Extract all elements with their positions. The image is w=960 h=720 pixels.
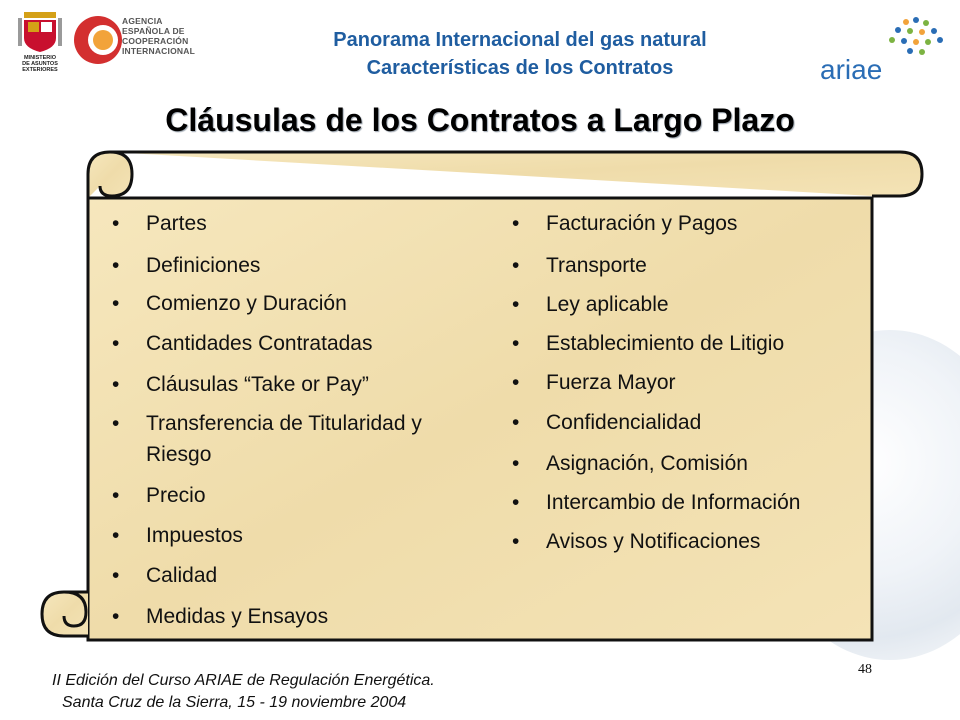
clause-text: Precio	[146, 484, 206, 507]
clause-text: Fuerza Mayor	[546, 371, 676, 394]
clause-item	[108, 601, 468, 632]
clause-item	[508, 328, 846, 359]
bullet: •	[512, 452, 520, 475]
clause-item	[108, 480, 468, 511]
page-number: 48	[858, 662, 872, 677]
clause-item	[508, 487, 826, 518]
clauses-right-column	[508, 208, 868, 557]
clause-item	[108, 288, 468, 319]
clause-item	[108, 369, 468, 400]
clause-item	[108, 408, 468, 470]
agency-line: COOPERACIÓN	[122, 36, 189, 46]
bullet: •	[112, 254, 120, 277]
clause-text: Ley aplicable	[546, 293, 669, 316]
bullet: •	[512, 212, 520, 235]
clause-item	[108, 560, 468, 591]
clause-item	[108, 208, 468, 239]
clause-text: Comienzo y Duración	[146, 292, 347, 315]
clause-item	[508, 367, 868, 398]
agency-line: ESPAÑOLA DE	[122, 26, 185, 36]
bullet: •	[512, 530, 520, 553]
clause-item	[508, 289, 868, 320]
clause-text: Partes	[146, 212, 207, 235]
clause-text: Transferencia de Titularidad y Riesgo	[146, 412, 422, 466]
ariae-wordmark: ariae	[820, 54, 883, 85]
clause-text: Cantidades Contratadas	[146, 332, 373, 355]
presentation-title-line-2: Características de los Contratos	[366, 57, 674, 79]
clause-text: Facturación y Pagos	[546, 212, 738, 235]
clause-text: Medidas y Ensayos	[146, 605, 329, 628]
clause-text: Intercambio de Información	[546, 491, 801, 514]
clause-text: Cláusulas “Take or Pay”	[146, 373, 369, 396]
bullet: •	[112, 212, 120, 235]
bullet: •	[512, 411, 520, 434]
footer-course-info	[52, 670, 435, 714]
bullet: •	[512, 371, 520, 394]
clause-text: Calidad	[146, 564, 218, 587]
clause-item	[508, 250, 868, 281]
clauses-left-column	[108, 208, 468, 632]
bullet: •	[112, 524, 120, 547]
clause-item	[508, 448, 868, 479]
slide-title: Cláusulas de los Contratos a Largo Plazo	[165, 102, 795, 138]
clause-item	[108, 520, 468, 551]
clause-text: Impuestos	[146, 524, 243, 547]
clause-text: Definiciones	[146, 254, 261, 277]
ministry-line-1: MINISTERIO	[23, 55, 57, 61]
clause-text: Confidencialidad	[546, 411, 702, 434]
clause-item	[508, 208, 868, 239]
bullet: •	[512, 332, 520, 355]
bullet: •	[112, 412, 120, 435]
bullet: •	[112, 332, 120, 355]
clause-item	[508, 526, 868, 557]
footer-line-1: II Edición del Curso ARIAE de Regulación Energética.	[52, 672, 435, 689]
clause-text: Avisos y Notificaciones	[546, 530, 761, 553]
clause-item	[508, 407, 868, 438]
clause-item	[108, 250, 468, 281]
clause-item	[108, 328, 468, 359]
bullet: •	[512, 491, 520, 514]
footer-line-2: Santa Cruz de la Sierra, 15 - 19 noviembre 2004	[62, 694, 407, 711]
clause-text: Establecimiento de Litigio	[546, 332, 785, 355]
bullet: •	[112, 564, 120, 587]
bullet: •	[112, 292, 120, 315]
bullet: •	[512, 293, 520, 316]
ministry-line-2: DE ASUNTOS	[22, 61, 58, 67]
clause-text: Transporte	[546, 254, 647, 277]
presentation-title-line-1: Panorama Internacional del gas natural	[333, 29, 707, 51]
bullet: •	[112, 484, 120, 507]
clause-text: Asignación, Comisión	[546, 452, 748, 475]
bullet: •	[112, 605, 120, 628]
bullet: •	[512, 254, 520, 277]
bullet: •	[112, 373, 120, 396]
agency-line: INTERNACIONAL	[122, 46, 195, 56]
agency-line: AGENCIA	[122, 16, 163, 26]
ministry-line-3: EXTERIORES	[22, 67, 58, 72]
